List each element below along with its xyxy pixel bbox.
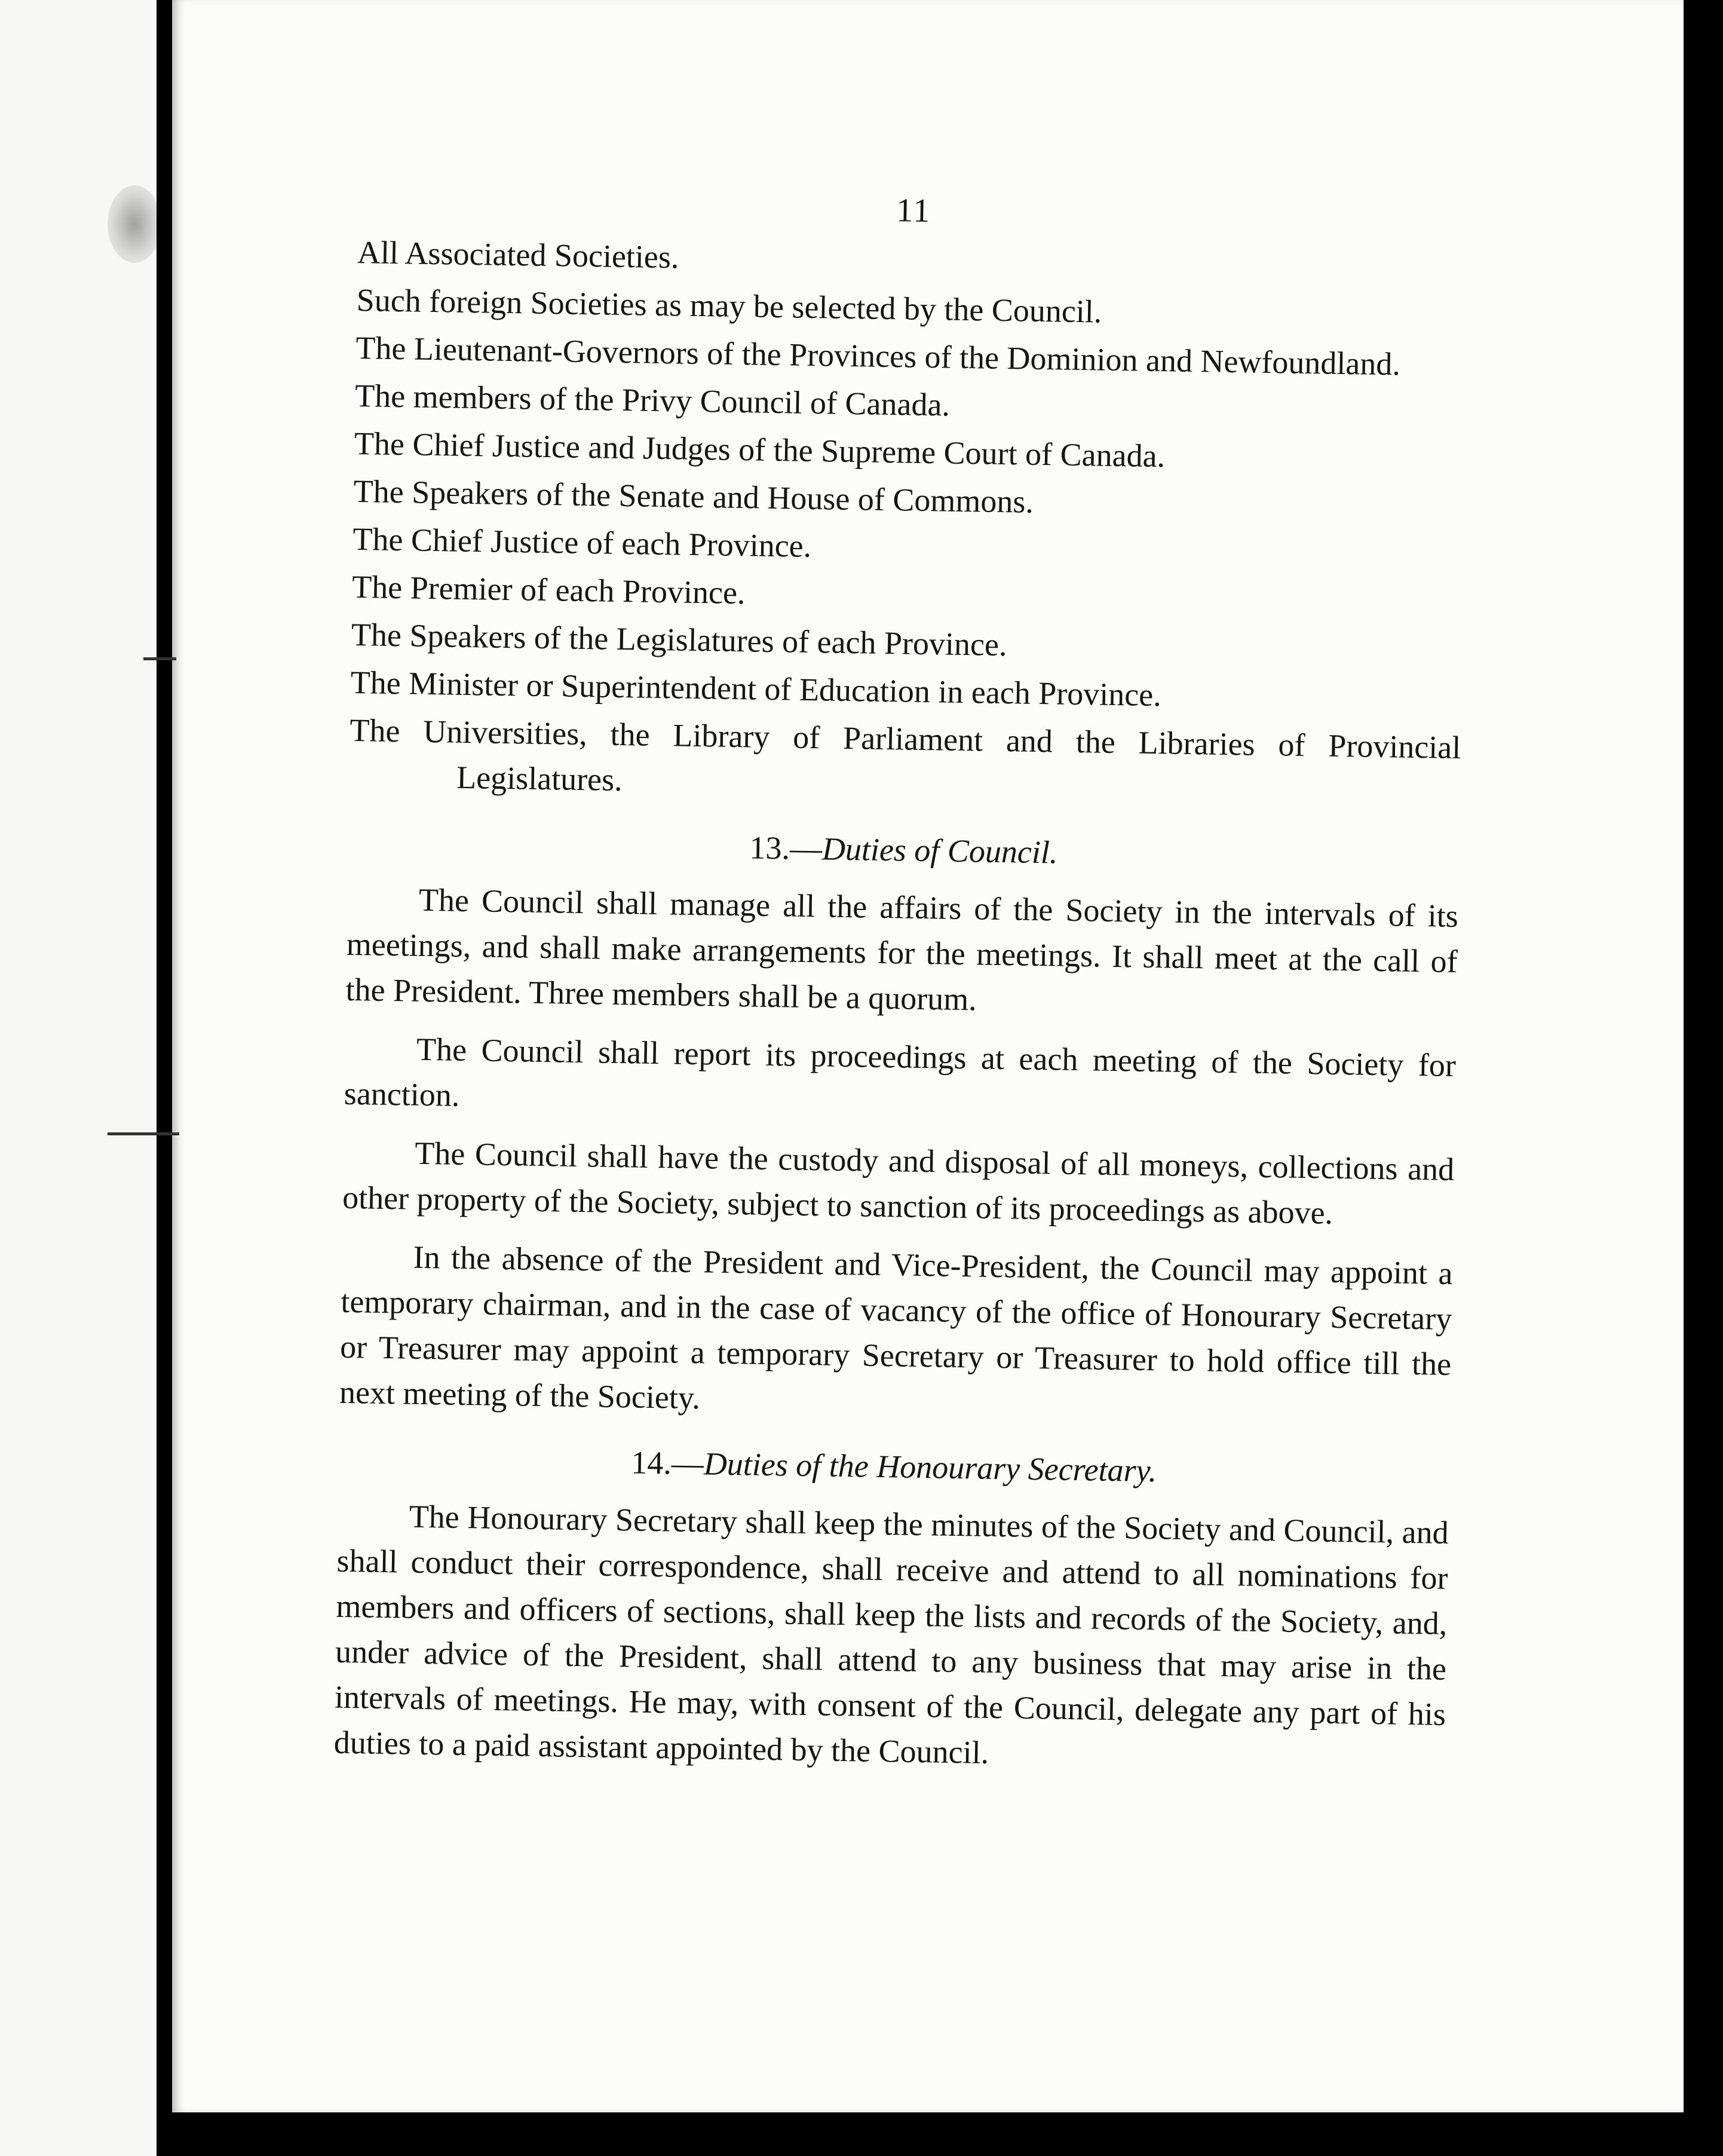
list-item: The Chief Justice and Judges of the Supreme Court of Canada.: [354, 425, 1166, 474]
paragraph: The Council shall report its proceedings at each meeting of the Society for sanction.: [344, 1031, 1457, 1113]
list-item: The members of the Privy Council of Canada.: [354, 377, 951, 423]
spine-mark: [108, 1132, 179, 1135]
paragraph: In the absence of the President and Vice-President, the Council may appoint a temporary chairman, and in the case of vacancy of the office of Honourary Secretary or Treasurer may appoint a temporary Secretary or Treasurer to hold office till the next meeting of the Society.: [339, 1239, 1453, 1416]
section-title: Duties of Council.: [821, 831, 1058, 871]
list-item: The Universities, the Library of Parliament and the Libraries of Provincial Legislatures.: [349, 712, 1461, 798]
list-item: The Chief Justice of each Province.: [352, 520, 812, 564]
paragraph: The Council shall manage all the affairs of the Society in the intervals of its meetings, and shall make arrangements for the meetings. It shall meet at the call of the President. Three members shall be a quorum.: [345, 881, 1459, 1018]
ink-smudge: [108, 185, 161, 263]
section-number: 13.—: [749, 829, 823, 867]
section-number: 14.—: [630, 1444, 704, 1482]
list-item: All Associated Societies.: [357, 234, 679, 275]
list-item: The Minister or Superintendent of Education in each Province.: [350, 664, 1162, 713]
page-text: [333, 179, 1470, 1796]
list-item: The Speakers of the Legislatures of each Province.: [351, 616, 1007, 663]
facing-page-edge: [0, 0, 157, 2156]
scan-border: [1684, 0, 1723, 2156]
paragraph: The Council shall have the custody and disposal of all moneys, collections and other property of the Society, subject to sanction of its proceedings as above.: [342, 1135, 1455, 1231]
list-item: The Speakers of the Senate and House of Commons.: [353, 473, 1034, 520]
list-item: Such foreign Societies as may be selected by the Council.: [356, 281, 1102, 330]
list-item: The Premier of each Province.: [351, 568, 746, 611]
members-list: [349, 229, 1469, 816]
section-title: Duties of the Honourary Secretary.: [703, 1446, 1157, 1489]
section-heading-13: [348, 819, 1460, 881]
list-item: The Lieutenant-Governors of the Provinces of the Dominion and Newfoundland.: [355, 329, 1401, 382]
page-number: 11: [896, 192, 931, 230]
section-heading-14: [338, 1435, 1450, 1498]
paragraph: The Honourary Secretary shall keep the minutes of the Society and Council, and shall conduct their correspondence, shall receive and attend to all nominations for members and officers of sections, shall keep the lists and records of the Society, and, under advice of the President, shall attend to any business that may arise in the intervals of meetings. He may, with consent of the Council, delegate any part of his duties to a paid assistant appointed by the Council.: [333, 1498, 1449, 1771]
spine-mark: [143, 657, 176, 660]
